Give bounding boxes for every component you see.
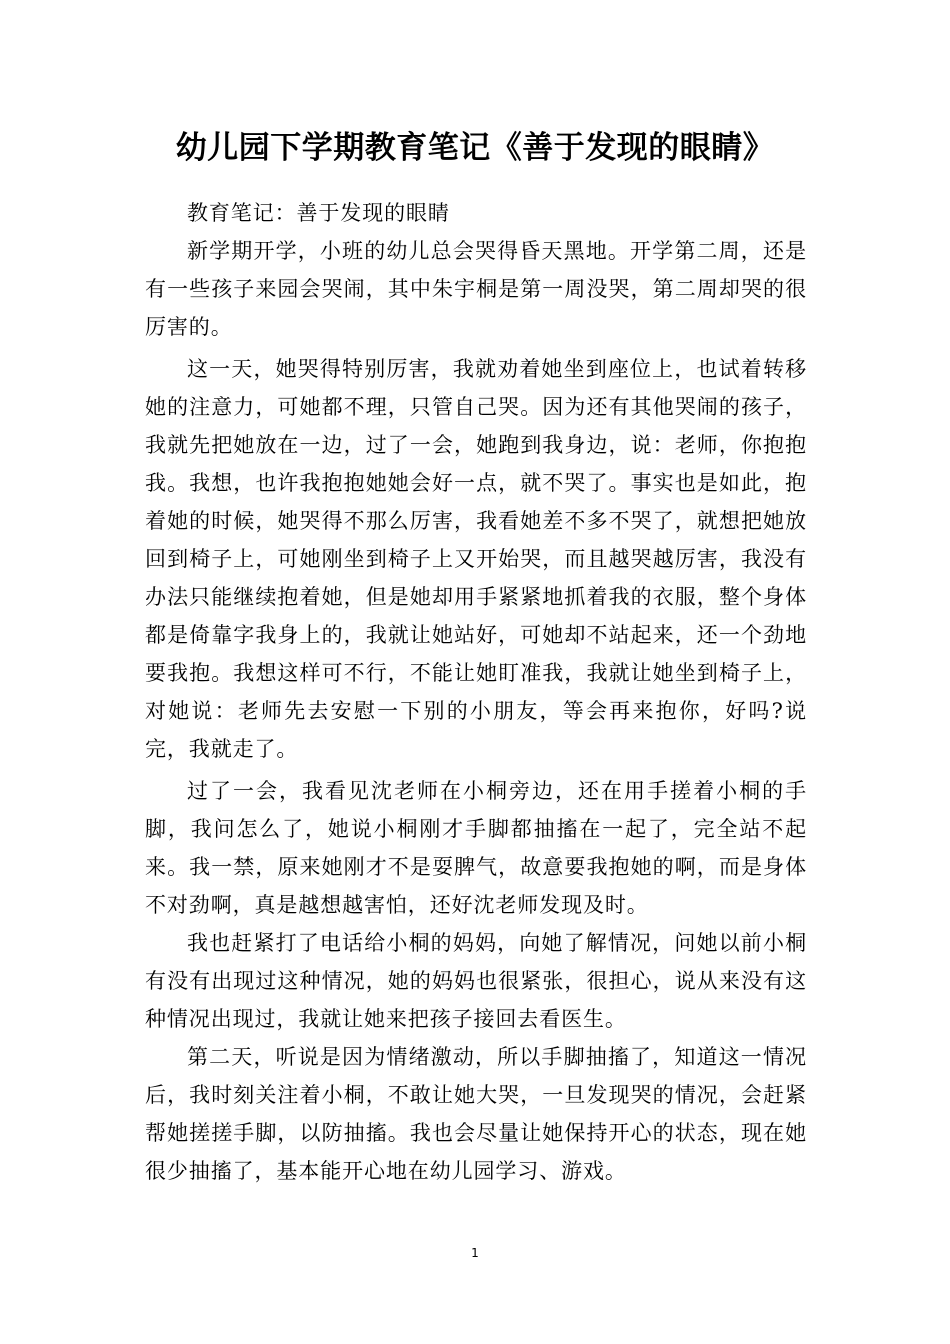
document-title: 幼儿园下学期教育笔记《善于发现的眼睛》 [175,130,775,166]
document-body [145,194,807,1190]
paragraph: 我也赶紧打了电话给小桐的妈妈，向她了解情况，问她以前小桐有没有出现过这种情况，她的妈妈也很紧张，很担心，说从来没有这种情况出现过，我就让她来把孩子接回去看医生。 [145,931,807,1031]
paragraph: 过了一会，我看见沈老师在小桐旁边，还在用手搓着小桐的手脚，我问怎么了，她说小桐刚才手脚都抽搐在一起了，完全站不起来。我一禁，原来她刚才不是耍脾气，故意要我抱她的啊，而是身体不对劲啊，真是越想越害怕，还好沈老师发现及时。 [145,779,807,917]
paragraph-subtitle: 教育笔记：善于发现的眼睛 [187,201,450,225]
page-number: 1 [471,1246,479,1260]
paragraph: 这一天，她哭得特别厉害，我就劝着她坐到座位上，也试着转移她的注意力，可她都不理，只管自己哭。因为还有其他哭闹的孩子，我就先把她放在一边，过了一会，她跑到我身边，说：老师，你抱抱我。我想，也许我抱抱她她会好一点，就不哭了。事实也是如此，抱着她的时候，她哭得不那么厉害，我看她差不多不哭了，就想把她放回到椅子上，可她刚坐到椅子上又开始哭，而且越哭越厉害，我没有办法只能继续抱着她，但是她却用手紧紧地抓着我的衣服，整个身体都是倚靠字我身上的，我就让她站好，可她却不站起来，还一个劲地要我抱。我想这样可不行，不能让她盯准我，我就让她坐到椅子上，对她说：老师先去安慰一下别的小朋友，等会再来抱你，好吗?说完，我就走了。 [145,357,807,761]
paragraph: 第二天，听说是因为情绪激动，所以手脚抽搐了，知道这一情况后，我时刻关注着小桐，不敢让她大哭，一旦发现哭的情况，会赶紧帮她搓搓手脚，以防抽搐。我也会尽量让她保持开心的状态，现在她很少抽搐了，基本能开心地在幼儿园学习、游戏。 [145,1045,807,1183]
paragraph: 新学期开学，小班的幼儿总会哭得昏天黑地。开学第二周，还是有一些孩子来园会哭闹，其中朱宇桐是第一周没哭，第二周却哭的很厉害的。 [145,239,807,339]
